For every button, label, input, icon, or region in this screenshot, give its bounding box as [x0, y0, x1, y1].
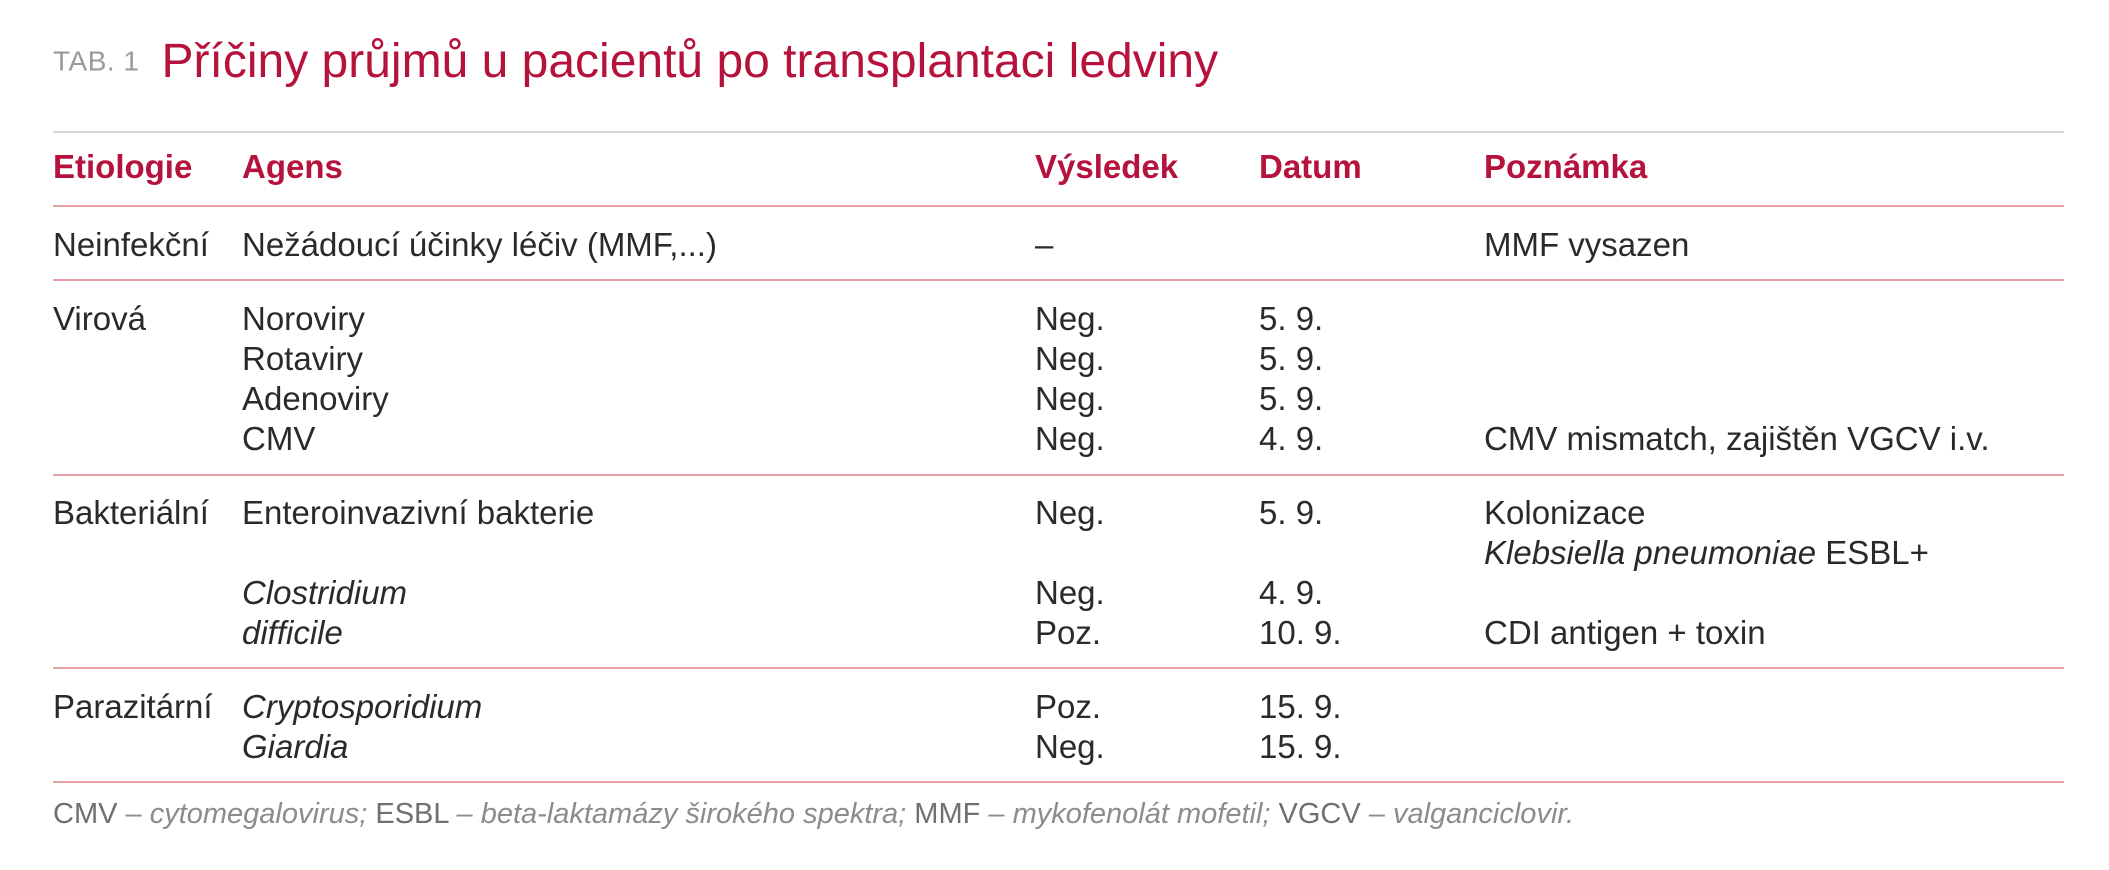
- cell-agens: Enteroinvazivní bakterie: [242, 494, 595, 531]
- cell-datum: 5. 9.: [1259, 380, 1324, 417]
- header-vysledek: Výsledek: [1035, 148, 1179, 185]
- header-divider: [53, 205, 2064, 207]
- bottom-rule: [53, 781, 2064, 783]
- footnote-separator: –: [980, 798, 1013, 830]
- cell-vysledek: –: [1035, 226, 1054, 263]
- abbr-cmv: CMV: [53, 798, 118, 830]
- group-divider: [53, 667, 2064, 669]
- cell-datum: 4. 9.: [1259, 574, 1324, 611]
- cell-agens: Nežádoucí účinky léčiv (MMF,...): [242, 226, 717, 263]
- cell-vysledek: Neg.: [1035, 380, 1105, 417]
- abbr-vgcv: VGCV: [1278, 798, 1361, 830]
- cell-vysledek: Neg.: [1035, 300, 1105, 337]
- cell-vysledek: Neg.: [1035, 340, 1105, 377]
- table-caption: [53, 34, 1218, 89]
- cell-datum: 5. 9.: [1259, 340, 1324, 377]
- def-esbl: beta-laktamázy širokého spektra;: [480, 798, 915, 830]
- cell-agens: Noroviry: [242, 300, 365, 337]
- cell-poznamka: Kolonizace: [1484, 494, 1646, 531]
- cell-agens: CMV: [242, 420, 316, 457]
- cell-poznamka: CDI antigen + toxin: [1484, 614, 1766, 651]
- cell-etiologie: Bakteriální: [53, 494, 209, 531]
- cell-datum: 15. 9.: [1259, 688, 1342, 725]
- cell-vysledek: Neg.: [1035, 574, 1105, 611]
- cell-agens: Clostridium: [242, 574, 408, 611]
- abbr-mmf: MMF: [914, 798, 981, 830]
- footnote-separator: –: [448, 798, 481, 830]
- footnote-separator: –: [117, 798, 150, 830]
- cell-vysledek: Neg.: [1035, 494, 1105, 531]
- cell-poznamka-organism: [1484, 533, 1929, 573]
- def-mmf: mykofenolát mofetil;: [1012, 798, 1279, 830]
- cell-vysledek: Neg.: [1035, 420, 1105, 457]
- cell-agens: Cryptosporidium: [242, 688, 483, 725]
- group-divider: [53, 474, 2064, 476]
- cell-datum: 10. 9.: [1259, 614, 1342, 651]
- header-etiologie: Etiologie: [53, 148, 193, 185]
- cell-agens: Giardia: [242, 728, 349, 765]
- cell-poznamka: MMF vysazen: [1484, 226, 1690, 263]
- top-rule: [53, 131, 2064, 133]
- cell-etiologie: Parazitární: [53, 688, 213, 725]
- organism-suffix: ESBL+: [1816, 534, 1929, 571]
- table-title: Příčiny průjmů u pacientů po transplantaci ledviny: [161, 35, 1219, 88]
- cell-agens: Rotaviry: [242, 340, 364, 377]
- group-divider: [53, 279, 2064, 281]
- cell-vysledek: Neg.: [1035, 728, 1105, 765]
- cell-datum: 5. 9.: [1259, 494, 1324, 531]
- footnote-separator: –: [1360, 798, 1393, 830]
- cell-etiologie: Virová: [53, 300, 146, 337]
- cell-agens: difficile: [242, 614, 343, 651]
- cell-vysledek: Poz.: [1035, 614, 1102, 651]
- def-cmv: cytomegalovirus;: [149, 798, 376, 830]
- cell-poznamka: CMV mismatch, zajištěn VGCV i.v.: [1484, 420, 1990, 457]
- table-number-label: TAB. 1: [53, 45, 140, 77]
- header-datum: Datum: [1259, 148, 1362, 185]
- cell-datum: 15. 9.: [1259, 728, 1342, 765]
- header-poznamka: Poznámka: [1484, 148, 1648, 185]
- header-agens: Agens: [242, 148, 343, 185]
- cell-agens: Adenoviry: [242, 380, 389, 417]
- def-vgcv: valganciclovir.: [1392, 798, 1575, 830]
- cell-vysledek: Poz.: [1035, 688, 1102, 725]
- table-footnote: [53, 798, 1574, 831]
- cell-datum: 4. 9.: [1259, 420, 1324, 457]
- organism-name: Klebsiella pneumoniae: [1484, 534, 1817, 571]
- cell-datum: 5. 9.: [1259, 300, 1324, 337]
- abbr-esbl: ESBL: [375, 798, 449, 830]
- cell-etiologie: Neinfekční: [53, 226, 209, 263]
